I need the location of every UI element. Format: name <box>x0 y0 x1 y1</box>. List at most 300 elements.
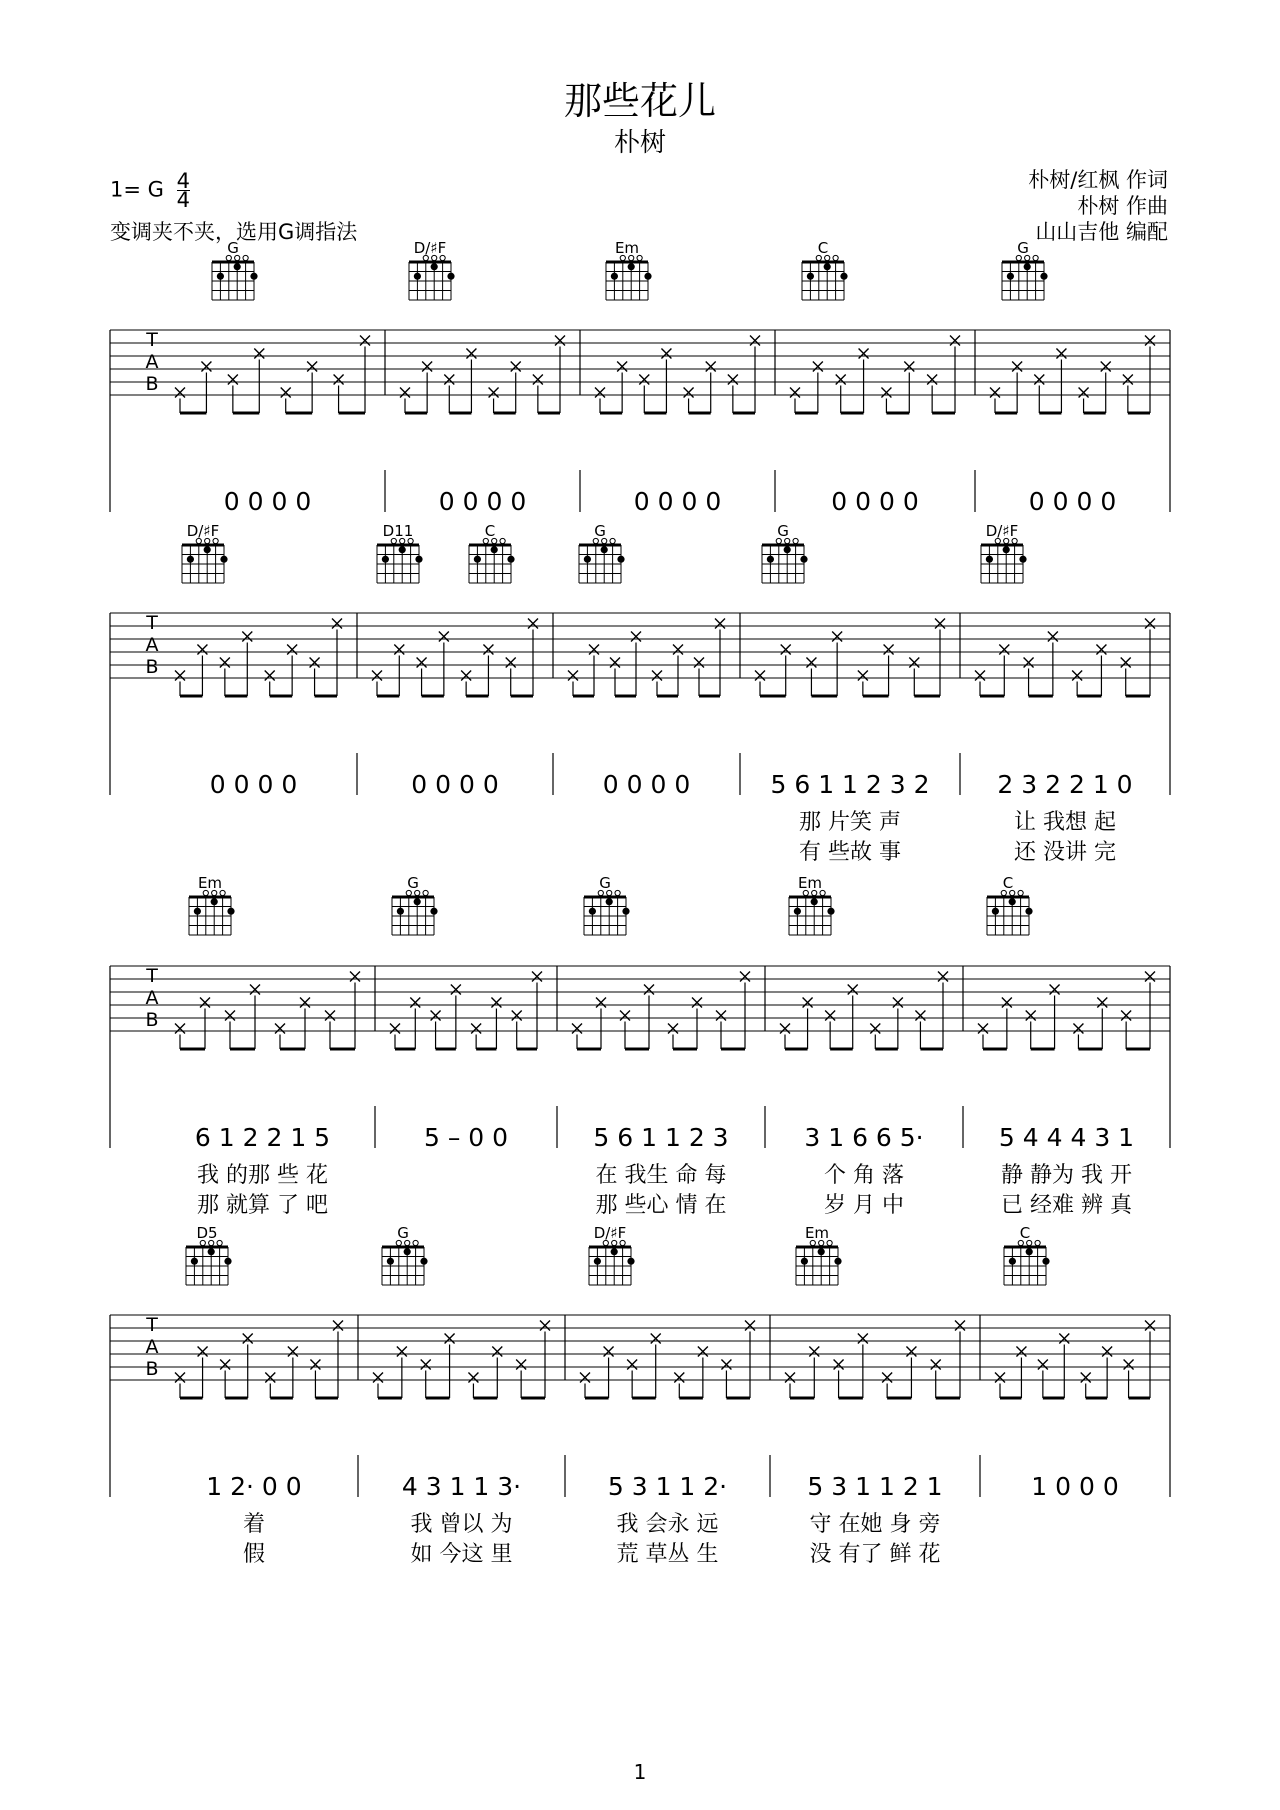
tab-note-x <box>532 972 542 982</box>
tab-note-x <box>858 671 868 681</box>
chord-open-string <box>243 255 248 260</box>
tab-note-x <box>572 1024 582 1034</box>
tab-note-x <box>617 362 627 372</box>
chord-finger-dot <box>767 556 774 563</box>
tab-note-x <box>580 1373 590 1383</box>
lyric-verse-2: 荒 草丛 生 <box>616 1542 719 1567</box>
lyric-verse-1: 那 片笑 声 <box>799 810 901 835</box>
tab-letter: A <box>145 351 159 373</box>
credit-lyrics: 朴树/红枫 作词 <box>1028 168 1168 192</box>
chord-finger-dot <box>1026 1248 1033 1255</box>
chord-diagram <box>1004 1240 1050 1285</box>
tab-note-x <box>706 362 716 372</box>
chord-name: G <box>599 874 611 892</box>
lyric-verse-1: 在 我生 命 每 <box>595 1163 727 1188</box>
tab-note-x <box>882 1373 892 1383</box>
tab-note-x <box>668 1024 678 1034</box>
tab-letter: A <box>145 1336 159 1358</box>
tab-note-x <box>684 388 694 398</box>
chord-finger-dot <box>491 546 498 553</box>
tab-note-x <box>755 671 765 681</box>
chord-finger-dot <box>611 1248 618 1255</box>
chord-finger-dot <box>644 273 651 280</box>
tab-note-x <box>225 1011 235 1021</box>
chord-open-string <box>1018 890 1023 895</box>
chord-diagram <box>1002 255 1048 300</box>
chord-finger-dot <box>194 908 201 915</box>
chord-finger-dot <box>1007 273 1014 280</box>
tab-note-x <box>1059 1334 1069 1344</box>
tab-note-x <box>325 1011 335 1021</box>
tab-note-x <box>410 998 420 1008</box>
tab-note-x <box>220 1360 230 1370</box>
lyric-verse-2: 有 些故 事 <box>799 840 901 865</box>
chord-finger-dot <box>834 1258 841 1265</box>
tab-note-x <box>740 972 750 982</box>
notation-measure: 5 3 1 1 2 1 <box>807 1472 943 1501</box>
tab-note-x <box>881 388 891 398</box>
lyric-verse-1: 我 的那 些 花 <box>197 1163 328 1188</box>
tab-note-x <box>471 1024 481 1034</box>
tab-note-x <box>350 972 360 982</box>
tab-note-x <box>243 1334 253 1344</box>
chord-finger-dot <box>818 1248 825 1255</box>
notation-measure: 2 3 2 2 1 0 <box>997 770 1133 799</box>
chord-name: D/♯F <box>186 522 220 540</box>
chord-name: C <box>484 522 496 540</box>
tab-note-x <box>1024 658 1034 668</box>
tab-note-x <box>421 1360 431 1370</box>
tab-note-x <box>999 645 1009 655</box>
chord-finger-dot <box>507 556 514 563</box>
tab-note-x <box>781 645 791 655</box>
tab-letter: B <box>145 1358 159 1380</box>
notation-measure: 3 1 6 6 5· <box>804 1123 924 1152</box>
chord-finger-dot <box>1042 1258 1049 1265</box>
lyric-verse-2: 已 经难 辨 真 <box>1001 1193 1132 1218</box>
chord-open-string <box>833 255 838 260</box>
tab-letter: B <box>145 656 159 678</box>
tab-note-x <box>604 1347 614 1357</box>
tab-note-x <box>1026 1011 1036 1021</box>
tab-note-x <box>715 619 725 629</box>
tab-note-x <box>806 658 816 668</box>
tab-note-x <box>975 671 985 681</box>
tab-note-x <box>858 1334 868 1344</box>
chord-name: G <box>227 239 239 257</box>
tab-note-x <box>978 1024 988 1034</box>
lyric-verse-1: 守 在她 身 旁 <box>809 1512 941 1537</box>
tab-note-x <box>516 1360 526 1370</box>
lyric-verse-2: 假 <box>242 1542 266 1567</box>
tab-note-x <box>332 619 342 629</box>
chord-name: G <box>407 874 419 892</box>
tab-note-x <box>595 388 605 398</box>
tab-note-x <box>631 632 641 642</box>
tab-note-x <box>780 1024 790 1034</box>
tab-note-x <box>990 388 1000 398</box>
tab-letter: T <box>146 1314 158 1336</box>
tab-note-x <box>931 1360 941 1370</box>
tab-note-x <box>832 632 842 642</box>
lyric-verse-1: 着 <box>242 1512 266 1537</box>
chord-finger-dot <box>447 273 454 280</box>
tab-note-x <box>198 1347 208 1357</box>
chord-open-string <box>827 1240 832 1245</box>
lyric-verse-2: 如 今这 里 <box>410 1542 513 1567</box>
tab-note-x <box>360 336 370 346</box>
tab-note-x <box>422 362 432 372</box>
tab-note-x <box>333 1321 343 1331</box>
tab-note-x <box>745 1321 755 1331</box>
chord-finger-dot <box>234 263 241 270</box>
tab-note-x <box>288 1347 298 1357</box>
chord-finger-dot <box>606 898 613 905</box>
chord-finger-dot <box>1024 263 1031 270</box>
chord-finger-dot <box>986 556 993 563</box>
tab-note-x <box>1101 362 1111 372</box>
notation-measure: 0 0 0 0 <box>602 770 691 799</box>
tab-note-x <box>652 671 662 681</box>
tab-note-x <box>265 1373 275 1383</box>
tab-note-x <box>300 998 310 1008</box>
tab-note-x <box>372 671 382 681</box>
tab-note-x <box>859 349 869 359</box>
lyric-verse-2: 没 有了 鲜 花 <box>809 1542 941 1567</box>
chord-finger-dot <box>794 908 801 915</box>
chord-finger-dot <box>187 556 194 563</box>
tab-note-x <box>698 1347 708 1357</box>
tab-note-x <box>568 671 578 681</box>
tab-note-x <box>1145 619 1155 629</box>
chord-open-string <box>637 255 642 260</box>
chord-open-string <box>610 538 615 543</box>
chord-diagram <box>606 255 652 300</box>
tab-note-x <box>1012 362 1022 372</box>
chord-finger-dot <box>382 556 389 563</box>
tab-note-x <box>1145 972 1155 982</box>
chord-open-string <box>793 538 798 543</box>
tab-note-x <box>1121 658 1131 668</box>
notation-measure: 1 0 0 0 <box>1031 1472 1119 1501</box>
tab-note-x <box>275 1024 285 1034</box>
page-number: 1 <box>633 1760 647 1784</box>
tab-system <box>110 1224 1170 1567</box>
chord-name: Em <box>197 874 223 892</box>
lyric-verse-1: 静 静为 我 开 <box>1001 1163 1132 1188</box>
tab-note-x <box>175 671 185 681</box>
tab-note-x <box>955 1321 965 1331</box>
tab-note-x <box>813 362 823 372</box>
chord-finger-dot <box>208 1248 215 1255</box>
tab-note-x <box>620 1011 630 1021</box>
notation-measure: 0 0 0 0 <box>411 770 499 799</box>
chord-diagram <box>382 1240 428 1285</box>
tab-note-x <box>265 671 275 681</box>
credit-music: 朴树 作曲 <box>1077 194 1168 218</box>
tab-letter: B <box>145 373 159 395</box>
tab-note-x <box>927 375 937 385</box>
chord-finger-dot <box>1009 1258 1016 1265</box>
chord-finger-dot <box>414 273 421 280</box>
chord-open-string <box>413 1240 418 1245</box>
tab-note-x <box>397 1347 407 1357</box>
tab-note-x <box>175 388 185 398</box>
chord-diagram <box>409 255 455 300</box>
tab-note-x <box>1145 1321 1155 1331</box>
chord-diagram <box>186 1240 232 1285</box>
tab-note-x <box>995 1373 1005 1383</box>
tab-note-x <box>935 619 945 629</box>
tab-system <box>110 239 1170 516</box>
chord-finger-dot <box>415 556 422 563</box>
tab-note-x <box>390 1024 400 1034</box>
notation-measure: 5 6 1 1 2 3 <box>593 1123 729 1152</box>
lyric-verse-2: 那 就算 了 吧 <box>197 1193 328 1218</box>
tab-note-x <box>1102 1347 1112 1357</box>
chord-finger-dot <box>611 273 618 280</box>
tab-note-x <box>439 632 449 642</box>
tab-note-x <box>836 375 846 385</box>
chord-diagram <box>802 255 848 300</box>
chord-open-string <box>1035 1240 1040 1245</box>
tab-note-x <box>468 1373 478 1383</box>
chord-diagram <box>584 890 630 935</box>
chord-diagram <box>981 538 1027 583</box>
chord-name: C <box>1019 1224 1031 1242</box>
chord-name: Em <box>804 1224 830 1242</box>
tab-note-x <box>950 336 960 346</box>
tab-note-x <box>1096 645 1106 655</box>
tab-note-x <box>694 658 704 668</box>
tab-note-x <box>287 645 297 655</box>
tab-note-x <box>673 645 683 655</box>
tab-note-x <box>491 998 501 1008</box>
chord-open-string <box>500 538 505 543</box>
chord-finger-dot <box>191 1258 198 1265</box>
chord-finger-dot <box>224 1258 231 1265</box>
notation-measure: 0 0 0 0 <box>633 487 722 516</box>
tab-letter: B <box>145 1009 159 1031</box>
chord-finger-dot <box>617 556 624 563</box>
tab-note-x <box>431 1011 441 1021</box>
tab-note-x <box>674 1373 684 1383</box>
tab-note-x <box>307 362 317 372</box>
chord-diagram <box>189 890 235 935</box>
chord-finger-dot <box>387 1258 394 1265</box>
chord-finger-dot <box>594 1258 601 1265</box>
tab-note-x <box>1123 375 1133 385</box>
chord-finger-dot <box>430 908 437 915</box>
tab-note-x <box>373 1373 383 1383</box>
chord-name: Em <box>614 239 640 257</box>
chord-diagram <box>579 538 625 583</box>
notation-measure: 6 1 2 2 1 5 <box>194 1123 331 1152</box>
tab-note-x <box>692 998 702 1008</box>
chord-diagram <box>469 538 515 583</box>
chord-diagram <box>212 255 258 300</box>
tab-note-x <box>334 375 344 385</box>
chord-name: D/♯F <box>593 1224 627 1242</box>
tab-note-x <box>870 1024 880 1034</box>
tab-note-x <box>915 1011 925 1021</box>
chord-diagram <box>796 1240 842 1285</box>
chord-name: C <box>817 239 829 257</box>
chord-open-string <box>423 890 428 895</box>
chord-finger-dot <box>827 908 834 915</box>
tab-note-x <box>489 388 499 398</box>
capo-note: 变调夹不夹，选用G调指法 <box>110 220 358 244</box>
tab-letter: T <box>146 329 158 351</box>
tab-note-x <box>825 1011 835 1021</box>
tab-note-x <box>511 362 521 372</box>
notation-measure: 0 0 0 0 <box>438 487 527 516</box>
chord-open-string <box>820 890 825 895</box>
chord-finger-dot <box>1019 556 1026 563</box>
chord-finger-dot <box>474 556 481 563</box>
chord-open-string <box>217 1240 222 1245</box>
chord-name: D/♯F <box>413 239 447 257</box>
tab-note-x <box>540 1321 550 1331</box>
lyric-verse-1: 我 会永 远 <box>616 1512 719 1537</box>
chord-name: D/♯F <box>985 522 1019 540</box>
tab-letter: A <box>145 987 159 1009</box>
tab-note-x <box>201 362 211 372</box>
tab-note-x <box>893 998 903 1008</box>
chord-finger-dot <box>404 1248 411 1255</box>
tab-note-x <box>721 1360 731 1370</box>
notation-measure: 5 3 1 1 2· <box>607 1472 728 1501</box>
time-signature: $\frac{4}{4}$ <box>176 169 190 212</box>
notation-measure: 0 0 0 0 <box>223 487 312 516</box>
tab-note-x <box>651 1334 661 1344</box>
tab-note-x <box>906 1347 916 1357</box>
chord-diagram <box>377 538 423 583</box>
tab-note-x <box>512 1011 522 1021</box>
tab-note-x <box>834 1360 844 1370</box>
chord-finger-dot <box>211 898 218 905</box>
tab-note-x <box>1079 388 1089 398</box>
tab-note-x <box>533 375 543 385</box>
tab-system <box>110 874 1170 1218</box>
tab-note-x <box>938 972 948 982</box>
chord-diagram <box>762 538 808 583</box>
chord-finger-dot <box>414 898 421 905</box>
tab-note-x <box>400 388 410 398</box>
chord-finger-dot <box>840 273 847 280</box>
chord-name: G <box>1017 239 1029 257</box>
tab-note-x <box>1056 349 1066 359</box>
lyric-verse-2: 还 没讲 完 <box>1014 840 1116 865</box>
chord-name: G <box>594 522 606 540</box>
notation-measure: 5 4 4 4 3 1 <box>998 1123 1135 1152</box>
tab-note-x <box>1038 1360 1048 1370</box>
notation-measure: 5 6 1 1 2 3 2 <box>770 770 930 799</box>
chord-diagram <box>392 890 438 935</box>
chord-diagram <box>987 890 1033 935</box>
tab-note-x <box>394 645 404 655</box>
chord-finger-dot <box>628 263 635 270</box>
tab-note-x <box>904 362 914 372</box>
chord-finger-dot <box>584 556 591 563</box>
chord-diagram <box>182 538 228 583</box>
tab-note-x <box>445 1334 455 1344</box>
chord-finger-dot <box>1040 273 1047 280</box>
tab-note-x <box>175 1373 185 1383</box>
tab-note-x <box>909 658 919 668</box>
chord-finger-dot <box>1003 546 1010 553</box>
chord-finger-dot <box>250 273 257 280</box>
notation-measure: 5 – 0 0 <box>423 1123 509 1152</box>
tab-note-x <box>803 998 813 1008</box>
tab-note-x <box>644 985 654 995</box>
tab-note-x <box>589 645 599 655</box>
chord-finger-dot <box>1025 908 1032 915</box>
chord-finger-dot <box>807 273 814 280</box>
tab-note-x <box>451 985 461 995</box>
notation-measure: 1 2· 0 0 <box>206 1472 302 1501</box>
tab-note-x <box>1002 998 1012 1008</box>
chord-finger-dot <box>217 273 224 280</box>
chord-finger-dot <box>399 546 406 553</box>
tab-note-x <box>809 1347 819 1357</box>
tab-note-x <box>461 671 471 681</box>
chord-finger-dot <box>801 1258 808 1265</box>
lyric-verse-1: 让 我想 起 <box>1014 810 1116 835</box>
tab-note-x <box>444 375 454 385</box>
song-title: 那些花儿 <box>563 79 716 123</box>
tab-note-x <box>785 1373 795 1383</box>
tab-note-x <box>1124 1360 1134 1370</box>
lyric-verse-1: 个 角 落 <box>824 1163 904 1188</box>
tab-letter: A <box>145 634 159 656</box>
tab-note-x <box>1097 998 1107 1008</box>
chord-finger-dot <box>1009 898 1016 905</box>
chord-name: D11 <box>382 522 414 540</box>
chord-open-string <box>615 890 620 895</box>
chord-finger-dot <box>431 263 438 270</box>
notation-measure: 0 0 0 0 <box>1028 487 1117 516</box>
tab-note-x <box>627 1360 637 1370</box>
tab-note-x <box>596 998 606 1008</box>
chord-finger-dot <box>627 1258 634 1265</box>
tab-note-x <box>506 658 516 668</box>
tab-note-x <box>250 985 260 995</box>
tab-note-x <box>242 632 252 642</box>
chord-finger-dot <box>800 556 807 563</box>
chord-open-string <box>220 890 225 895</box>
lyric-verse-2: 那 些心 情 在 <box>595 1193 727 1218</box>
tab-note-x <box>1081 1373 1091 1383</box>
tab-note-x <box>254 349 264 359</box>
chord-finger-dot <box>622 908 629 915</box>
tab-note-x <box>750 336 760 346</box>
tab-note-x <box>228 375 238 385</box>
tab-note-x <box>728 375 738 385</box>
tab-note-x <box>610 658 620 668</box>
tab-note-x <box>790 388 800 398</box>
chord-name: Em <box>797 874 823 892</box>
tab-note-x <box>310 1360 320 1370</box>
notation-measure: 4 3 1 1 3· <box>401 1472 522 1501</box>
tab-note-x <box>310 658 320 668</box>
tab-letter: T <box>146 612 158 634</box>
tab-note-x <box>528 619 538 629</box>
chord-name: G <box>397 1224 409 1242</box>
tab-note-x <box>200 998 210 1008</box>
tab-note-x <box>661 349 671 359</box>
chord-open-string <box>1033 255 1038 260</box>
